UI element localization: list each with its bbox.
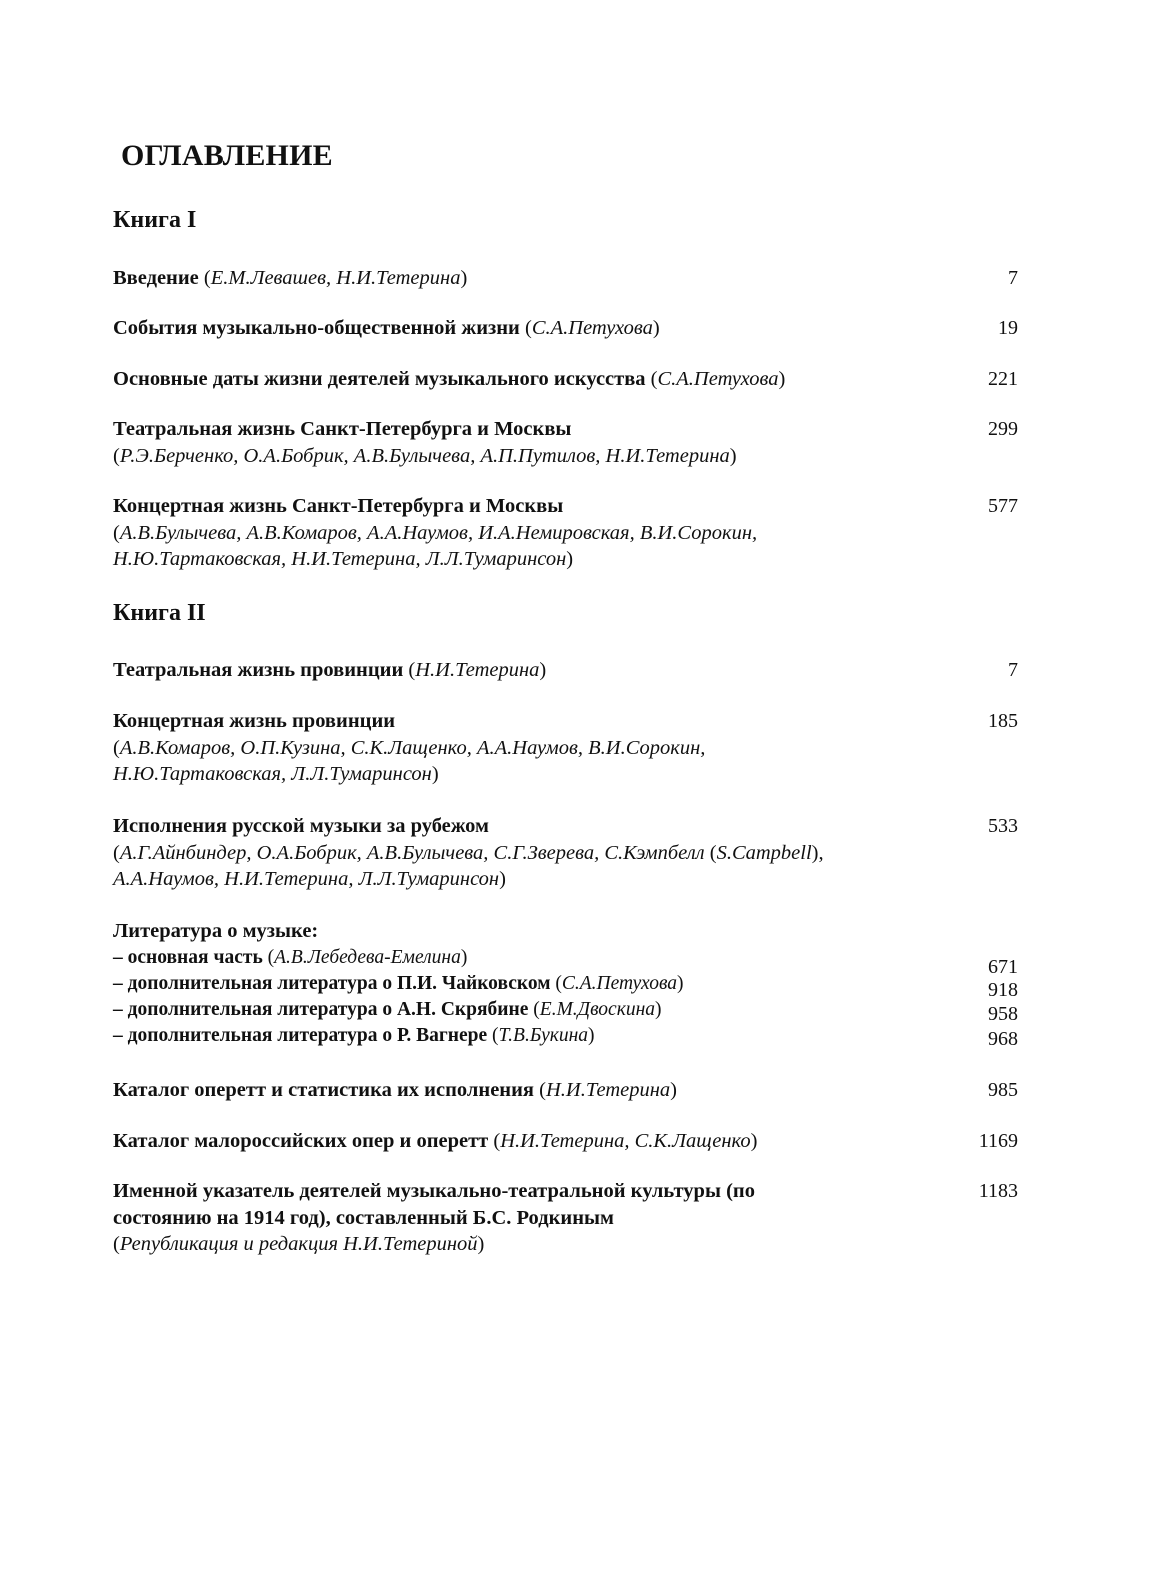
paren-close: ) [670, 1079, 677, 1101]
book-2-heading: Книга II [113, 600, 206, 626]
paren-close: ) [778, 368, 786, 390]
subentry-title: – дополнительная литература о П.И. Чайковском [113, 972, 551, 994]
paren-close: ) [652, 317, 660, 339]
paren-close: ) [539, 659, 547, 681]
entry-title: Театральная жизнь провинции [113, 659, 404, 681]
paren-open: ( [113, 736, 120, 759]
entry-title: Театральная жизнь Санкт-Петербурга и Москвы [113, 418, 572, 440]
literature-sublist [113, 945, 1018, 1049]
toc-entry-little-russian-catalog[interactable] [113, 1128, 1018, 1155]
paren-open: ( [403, 659, 416, 681]
toc-entry-introduction[interactable] [113, 265, 1018, 292]
entry-page-number: 7 [1008, 659, 1018, 681]
subentry-title: – дополнительная литература о А.Н. Скрябине [113, 998, 529, 1020]
entry-authors: С.А.Петухова [531, 317, 653, 339]
entry-authors: А.В.Комаров, О.П.Кузина, С.К.Лащенко, А.А.Наумов, В.И.Сорокин, Н.Ю.Тартаковская, Л.Л.Тумаринсон [113, 736, 706, 785]
paren-open: ( [704, 841, 717, 864]
entry-authors: А.А.Наумов, Н.И.Тетерина, Л.Л.Тумаринсон [113, 868, 500, 890]
paren-open: ( [262, 946, 275, 968]
paren-open: ( [113, 1233, 120, 1255]
toc-subentry-tchaikovsky[interactable] [113, 971, 1018, 1001]
book-1-heading: Книга I [113, 207, 197, 233]
subentry-title: – дополнительная литература о Р. Вагнере [113, 1024, 488, 1046]
entry-page-number: 533 [988, 815, 1018, 837]
entry-page-number: 577 [988, 495, 1018, 517]
entry-title: События музыкально-общественной жизни [113, 317, 520, 339]
toc-entry-concert-spb-moscow[interactable] [113, 493, 1018, 573]
entry-authors: Н.И.Тетерина, С.К.Лащенко [500, 1130, 751, 1152]
subentry-authors: С.А.Петухова [561, 972, 678, 994]
paren-open: ( [550, 972, 562, 994]
entry-authors: А.В.Булычева, А.В.Комаров, А.А.Наумов, И.А.Немировская, В.И.Сорокин, Н.Ю.Тартаковская, Н.И.Тетерина, Л.Л.Тумаринсон [113, 521, 758, 570]
paren-close: ), [811, 841, 824, 864]
toc-subentry-main[interactable] [113, 945, 1018, 978]
entry-page-number: 1169 [978, 1130, 1018, 1152]
subentry-authors: Е.М.Двоскина [539, 998, 656, 1020]
entry-page-number: 19 [998, 317, 1018, 339]
entry-authors: Републикация и редакция Н.И.Тетериной [119, 1233, 478, 1255]
paren-open: ( [113, 444, 120, 467]
subentry-page-number: 958 [988, 1002, 1018, 1025]
entry-title: Литература о музыке: [113, 920, 319, 942]
paren-open: ( [198, 267, 211, 289]
paren-close: ) [477, 1233, 485, 1255]
paren-open: ( [519, 317, 532, 339]
entry-page-number: 185 [988, 710, 1018, 732]
paren-open: ( [487, 1024, 499, 1046]
paren-open: ( [645, 368, 658, 390]
paren-open: ( [488, 1130, 501, 1152]
paren-close: ) [750, 1130, 758, 1152]
entry-title: Исполнения русской музыки за рубежом [113, 815, 489, 837]
entry-title: Каталог оперетт и статистика их исполнения [113, 1079, 535, 1101]
subentry-page-number: 968 [988, 1027, 1018, 1050]
paren-open: ( [534, 1079, 546, 1101]
subentry-authors: А.В.Лебедева-Емелина [274, 946, 461, 968]
entry-authors: С.А.Петухова [657, 368, 779, 390]
toc-entry-operetta-catalog[interactable] [113, 1077, 1018, 1104]
entry-title: Концертная жизнь Санкт-Петербурга и Москвы [113, 495, 564, 517]
entry-authors-latin: S.Campbell [716, 841, 812, 864]
page-title: ОГЛАВЛЕНИЕ [121, 139, 333, 172]
subentry-title: – основная часть [113, 946, 263, 968]
toc-subentry-wagner[interactable] [113, 1023, 1018, 1049]
paren-open: ( [113, 841, 120, 864]
toc-entry-musical-social-life[interactable] [113, 315, 1018, 342]
toc-entry-theatre-province[interactable] [113, 657, 1018, 684]
toc-entry-theatre-spb-moscow[interactable] [113, 416, 1018, 469]
entry-title: Концертная жизнь провинции [113, 710, 396, 732]
entry-title: Каталог малороссийских опер и оперетт [113, 1130, 489, 1152]
entry-authors: Н.И.Тетерина [545, 1079, 671, 1101]
entry-page-number: 985 [988, 1079, 1018, 1101]
paren-close: ) [460, 267, 468, 289]
toc-entry-literature[interactable] [113, 918, 1018, 1049]
paren-close: ) [431, 763, 439, 785]
entry-title-line-2: состоянию на 1914 год), составленный Б.С. Родкиным [113, 1206, 614, 1229]
paren-close: ) [677, 972, 684, 994]
toc-entry-concert-province[interactable] [113, 708, 1018, 788]
subentry-authors: Т.В.Букина [498, 1024, 589, 1046]
subentry-page-number: 671 [988, 955, 1018, 978]
toc-entry-russian-music-abroad[interactable] [113, 813, 1018, 893]
paren-close: ) [499, 868, 506, 890]
paren-close: ) [460, 946, 468, 968]
paren-close: ) [729, 444, 737, 467]
paren-close: ) [655, 998, 662, 1020]
subentry-page-number: 918 [988, 978, 1018, 1001]
toc-entry-key-dates[interactable] [113, 366, 1018, 393]
paren-open: ( [528, 998, 540, 1020]
entry-page-number: 299 [988, 418, 1018, 440]
paren-close: ) [566, 548, 574, 570]
entry-authors: Е.М.Левашев, Н.И.Тетерина [210, 267, 461, 289]
entry-authors: Р.Э.Берченко, О.А.Бобрик, А.В.Булычева, А.П.Путилов, Н.И.Тетерина [119, 444, 730, 467]
entry-title: Введение [113, 267, 199, 289]
paren-open: ( [113, 521, 120, 544]
toc-entry-name-index[interactable] [113, 1178, 1018, 1258]
entry-authors: А.Г.Айнбиндер, О.А.Бобрик, А.В.Булычева, С.Г.Зверева, С.Кэмпбелл [119, 841, 705, 864]
entry-page-number: 7 [1008, 267, 1018, 289]
paren-close: ) [588, 1024, 595, 1046]
entry-page-number: 221 [988, 368, 1018, 390]
entry-authors: Н.И.Тетерина [415, 659, 540, 681]
entry-title-line-1: Именной указатель деятелей музыкально-театральной культуры (по [113, 1180, 755, 1202]
toc-subentry-scriabin[interactable] [113, 997, 1018, 1023]
entry-page-number: 1183 [978, 1180, 1018, 1202]
entry-title: Основные даты жизни деятелей музыкального искусства [113, 368, 646, 390]
